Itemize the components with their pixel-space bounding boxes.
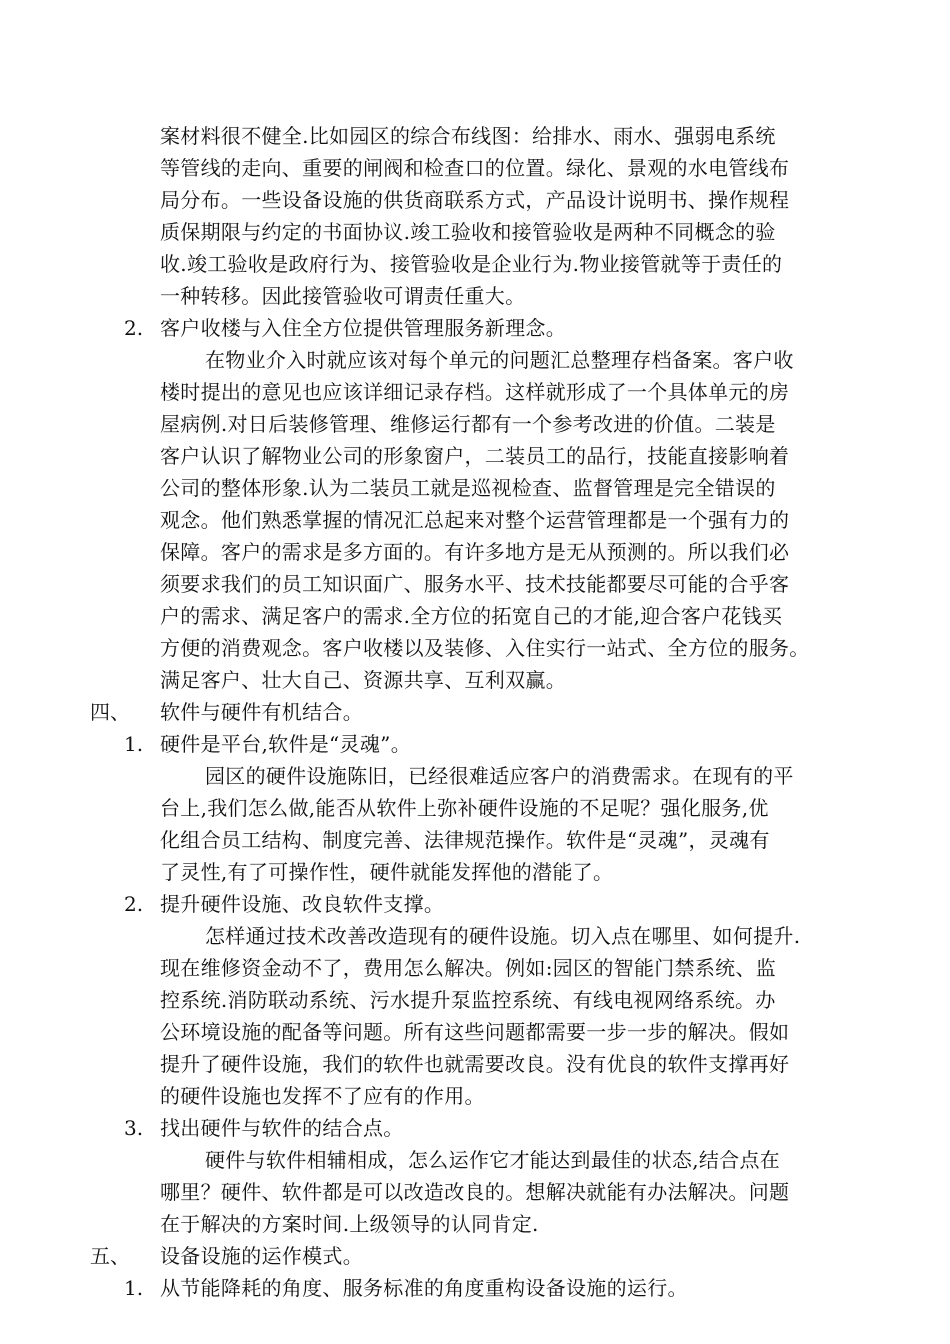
section-heading: 设备设施的运作模式。 bbox=[160, 1244, 363, 1268]
body-line: 了灵性,有了可操作性，硬件就能发挥他的潜能了。 bbox=[160, 860, 614, 884]
body-line: 现在维修资金动不了，费用怎么解决。例如:园区的智能门禁系统、监 bbox=[160, 956, 777, 980]
body-line: 公环境设施的配备等问题。所有这些问题都需要一步一步的解决。假如 bbox=[160, 1020, 790, 1044]
item-number: 2. bbox=[124, 316, 144, 340]
item-number: 1. bbox=[124, 732, 144, 756]
intro-line: 等管线的走向、重要的闸阀和检查口的位置。绿化、景观的水电管线布 bbox=[160, 156, 790, 180]
section-number: 四、 bbox=[90, 700, 130, 724]
body-line: 在于解决的方案时间.上级领导的认同肯定. bbox=[160, 1212, 539, 1236]
body-line: 保障。客户的需求是多方面的。有许多地方是无从预测的。所以我们必 bbox=[160, 540, 790, 564]
body-line: 哪里？硬件、软件都是可以改造改良的。想解决就能有办法解决。问题 bbox=[160, 1180, 790, 1204]
body-line: 化组合员工结构、制度完善、法律规范操作。软件是“灵魂”，灵魂有 bbox=[160, 828, 770, 852]
section-heading: 软件与硬件有机结合。 bbox=[160, 700, 363, 724]
item-heading: 硬件是平台,软件是“灵魂”。 bbox=[160, 732, 412, 756]
body-line: 控系统.消防联动系统、污水提升泵监控系统、有线电视网络系统。办 bbox=[160, 988, 776, 1012]
intro-line: 案材料很不健全.比如园区的综合布线图：给排水、雨水、强弱电系统 bbox=[160, 124, 776, 148]
item-heading: 客户收楼与入住全方位提供管理服务新理念。 bbox=[160, 316, 566, 340]
item-heading: 从节能降耗的角度、服务标准的角度重构设备设施的运行。 bbox=[160, 1276, 688, 1300]
item-heading: 提升硬件设施、改良软件支撑。 bbox=[160, 892, 445, 916]
body-line: 台上,我们怎么做,能否从软件上弥补硬件设施的不足呢？强化服务,优 bbox=[160, 796, 769, 820]
body-line: 的硬件设施也发挥不了应有的作用。 bbox=[160, 1084, 485, 1108]
item-number: 3. bbox=[124, 1116, 144, 1140]
section-number: 五、 bbox=[90, 1244, 130, 1268]
item-number: 1. bbox=[124, 1276, 144, 1300]
body-line: 提升了硬件设施，我们的软件也就需要改良。没有优良的软件支撑再好 bbox=[160, 1052, 790, 1076]
intro-line: 局分布。一些设备设施的供货商联系方式，产品设计说明书、操作规程 bbox=[160, 188, 790, 212]
body-line: 在物业介入时就应该对每个单元的问题汇总整理存档备案。客户收 bbox=[205, 348, 794, 372]
body-line: 怎样通过技术改善改造现有的硬件设施。切入点在哪里、如何提升. bbox=[205, 924, 801, 948]
item-heading: 找出硬件与软件的结合点。 bbox=[160, 1116, 404, 1140]
body-line: 方便的消费观念。客户收楼以及装修、入住实行一站式、全方位的服务。 bbox=[160, 636, 810, 660]
body-line: 满足客户、壮大自己、资源共享、互利双赢。 bbox=[160, 668, 566, 692]
body-line: 须要求我们的员工知识面广、服务水平、技术技能都要尽可能的合乎客 bbox=[160, 572, 790, 596]
item-number: 2. bbox=[124, 892, 144, 916]
body-line: 屋病例.对日后装修管理、维修运行都有一个参考改进的价值。二装是 bbox=[160, 412, 776, 436]
body-line: 硬件与软件相辅相成，怎么运作它才能达到最佳的状态,结合点在 bbox=[205, 1148, 781, 1172]
body-line: 户的需求、满足客户的需求.全方位的拓宽自己的才能,迎合客户花钱买 bbox=[160, 604, 783, 628]
body-line: 园区的硬件设施陈旧，已经很难适应客户的消费需求。在现有的平 bbox=[205, 764, 794, 788]
body-line: 公司的整体形象.认为二装员工就是巡视检查、监督管理是完全错误的 bbox=[160, 476, 776, 500]
intro-line: 收.竣工验收是政府行为、接管验收是企业行为.物业接管就等于责任的 bbox=[160, 252, 783, 276]
body-line: 客户认识了解物业公司的形象窗户，二装员工的品行，技能直接影响着 bbox=[160, 444, 790, 468]
intro-line: 一种转移。因此接管验收可谓责任重大。 bbox=[160, 284, 526, 308]
body-line: 楼时提出的意见也应该详细记录存档。这样就形成了一个具体单元的房 bbox=[160, 380, 790, 404]
intro-line: 质保期限与约定的书面协议.竣工验收和接管验收是两种不同概念的验 bbox=[160, 220, 776, 244]
body-line: 观念。他们熟悉掌握的情况汇总起来对整个运营管理都是一个强有力的 bbox=[160, 508, 790, 532]
